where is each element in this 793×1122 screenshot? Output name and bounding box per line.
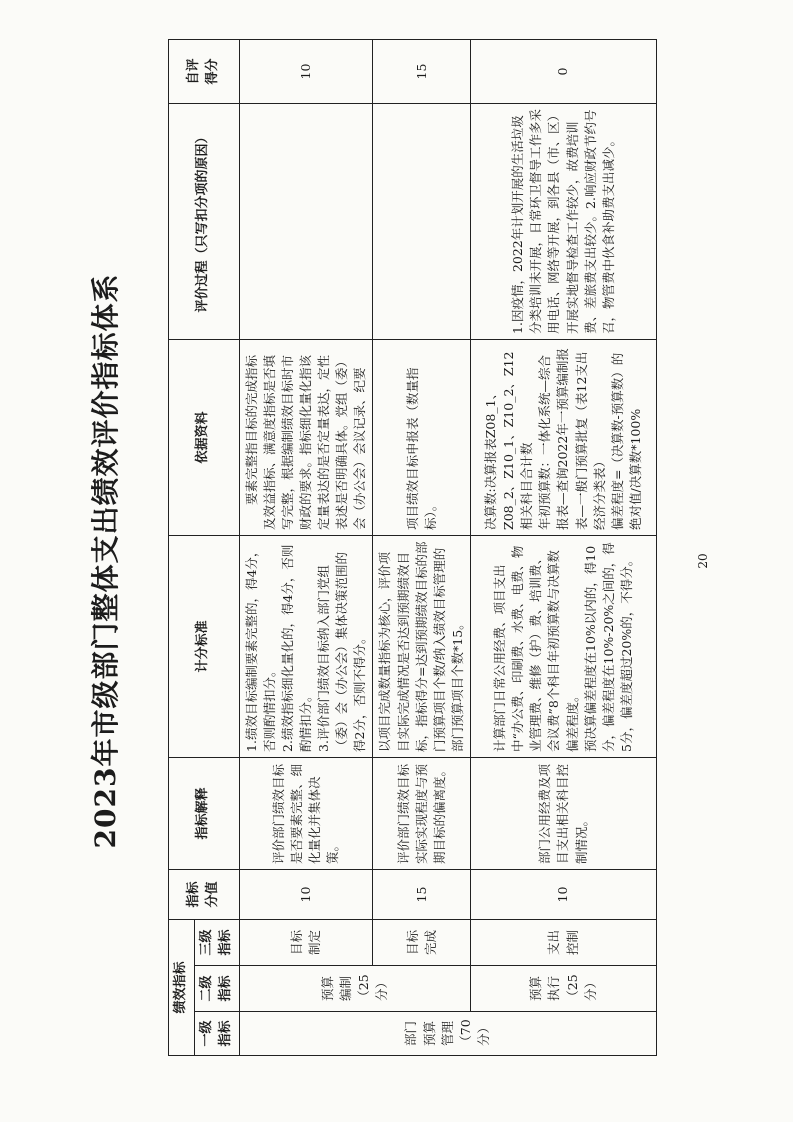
header-standard: 计分标准 <box>169 535 240 757</box>
level1-cell: 部门预算管理（70分） <box>239 1012 657 1056</box>
page-number: 20 <box>696 553 710 569</box>
table-row <box>471 39 657 1055</box>
level3-cell: 目标制定 <box>239 919 373 965</box>
self-score-cell: 0 <box>471 39 657 103</box>
header-level3: 三级 指标 <box>194 919 239 965</box>
header-level1: 一级 指标 <box>194 1012 239 1056</box>
self-score-cell: 15 <box>373 39 471 103</box>
header-process: 评价过程（只写扣分项的原因） <box>169 103 240 339</box>
level2-cell-budget-exec: 预算执行（25分） <box>471 966 657 1012</box>
indicator-table <box>168 39 657 1056</box>
header-row-1 <box>169 39 195 1055</box>
score-cell: 10 <box>471 869 657 919</box>
level2-cell-budget-prep: 预算编制（25分） <box>239 966 471 1012</box>
process-cell <box>239 103 373 339</box>
basis-cell: 项目绩效目标申报表（数量指标）。 <box>373 339 471 535</box>
header-score: 指标 分值 <box>169 869 240 919</box>
score-cell: 15 <box>373 869 471 919</box>
standard-cell: 计算部门日常公用经费、项目支出中“办公费、印刷费、水费、电费、物业管理费、维修（护）费、培训费、会议费”8个科目年初预算数与决算数偏差程度。 预决算偏差程度在10%以内的，得10分，偏差程度在10%-20%之间的，得5分，偏差度超过20%的，不得分。 <box>471 535 657 757</box>
explanation-cell: 评价部门绩效目标实际实现程度与预期目标的偏离度。 <box>373 757 471 869</box>
header-perf-indicators: 绩效指标 <box>169 919 195 1055</box>
level3-cell: 目标完成 <box>373 919 471 965</box>
header-explanation: 指标解释 <box>169 757 240 869</box>
basis-cell: 要素完整指目标的完成指标及效益指标、满意度指标是否填写完整，根据编制绩效目标时市财政的要求。指标细化量化指该定量表达的是否定量表达，定性表述是否明确具体。党组（委）会（办公会）会议记录、纪要 <box>239 339 373 535</box>
table-row <box>373 39 471 1055</box>
process-cell: 1.因疫情，2022年计划开展的生活垃圾分类培训未开展，日常环卫督导工作多采用电话、网络等开展，到各县（市、区）开展实地督导检查工作较少，故费培训费、差旅费支出较少。2.响应财政节约号召，物管费中伙食补助费支出减少。 <box>471 103 657 339</box>
basis-cell: 决算数:决算报表Z08_1、Z08_2、Z10_1、Z10_2、Z12相关科目合计数 年初预算数：一体化系统—综合报表—查询2022年一预算编制报表—一般门预算批复（表12支出经济分类表） 偏差程度=（决算数-预算数）的绝对值/决算数*100% <box>471 339 657 535</box>
standard-cell: 1.绩效目标编制要素完整的，得4分，否则酌情扣分。 2.绩效指标细化量化的，得4分，否则酌情扣分。 3.评价部门绩效目标纳入部门党组（委）会（办公会）集体决策范围的得2分，否则不得分。 <box>239 535 373 757</box>
header-basis: 依据资料 <box>169 339 240 535</box>
header-self-score: 自评 得分 <box>169 39 240 103</box>
self-score-cell: 10 <box>239 39 373 103</box>
standard-cell: 以项目完成数量指标为核心，评价项目实际完成情况是否达到预期绩效目标，指标得分=达到预期绩效目标的部门预算项目个数/纳入绩效目标管理的部门预算项目个数*15。 <box>373 535 471 757</box>
header-level2: 二级 指标 <box>194 966 239 1012</box>
score-cell: 10 <box>239 869 373 919</box>
explanation-cell: 部门公用经费及项目支出相关科目控制情况。 <box>471 757 657 869</box>
level3-cell: 支出控制 <box>471 919 657 965</box>
explanation-cell: 评价部门绩效目标是否要素完整、细化量化并集体决策。 <box>239 757 373 869</box>
page-title: 2023年市级部门整体支出绩效评价指标体系 <box>89 273 122 849</box>
process-cell <box>373 103 471 339</box>
table-row <box>239 39 373 1055</box>
